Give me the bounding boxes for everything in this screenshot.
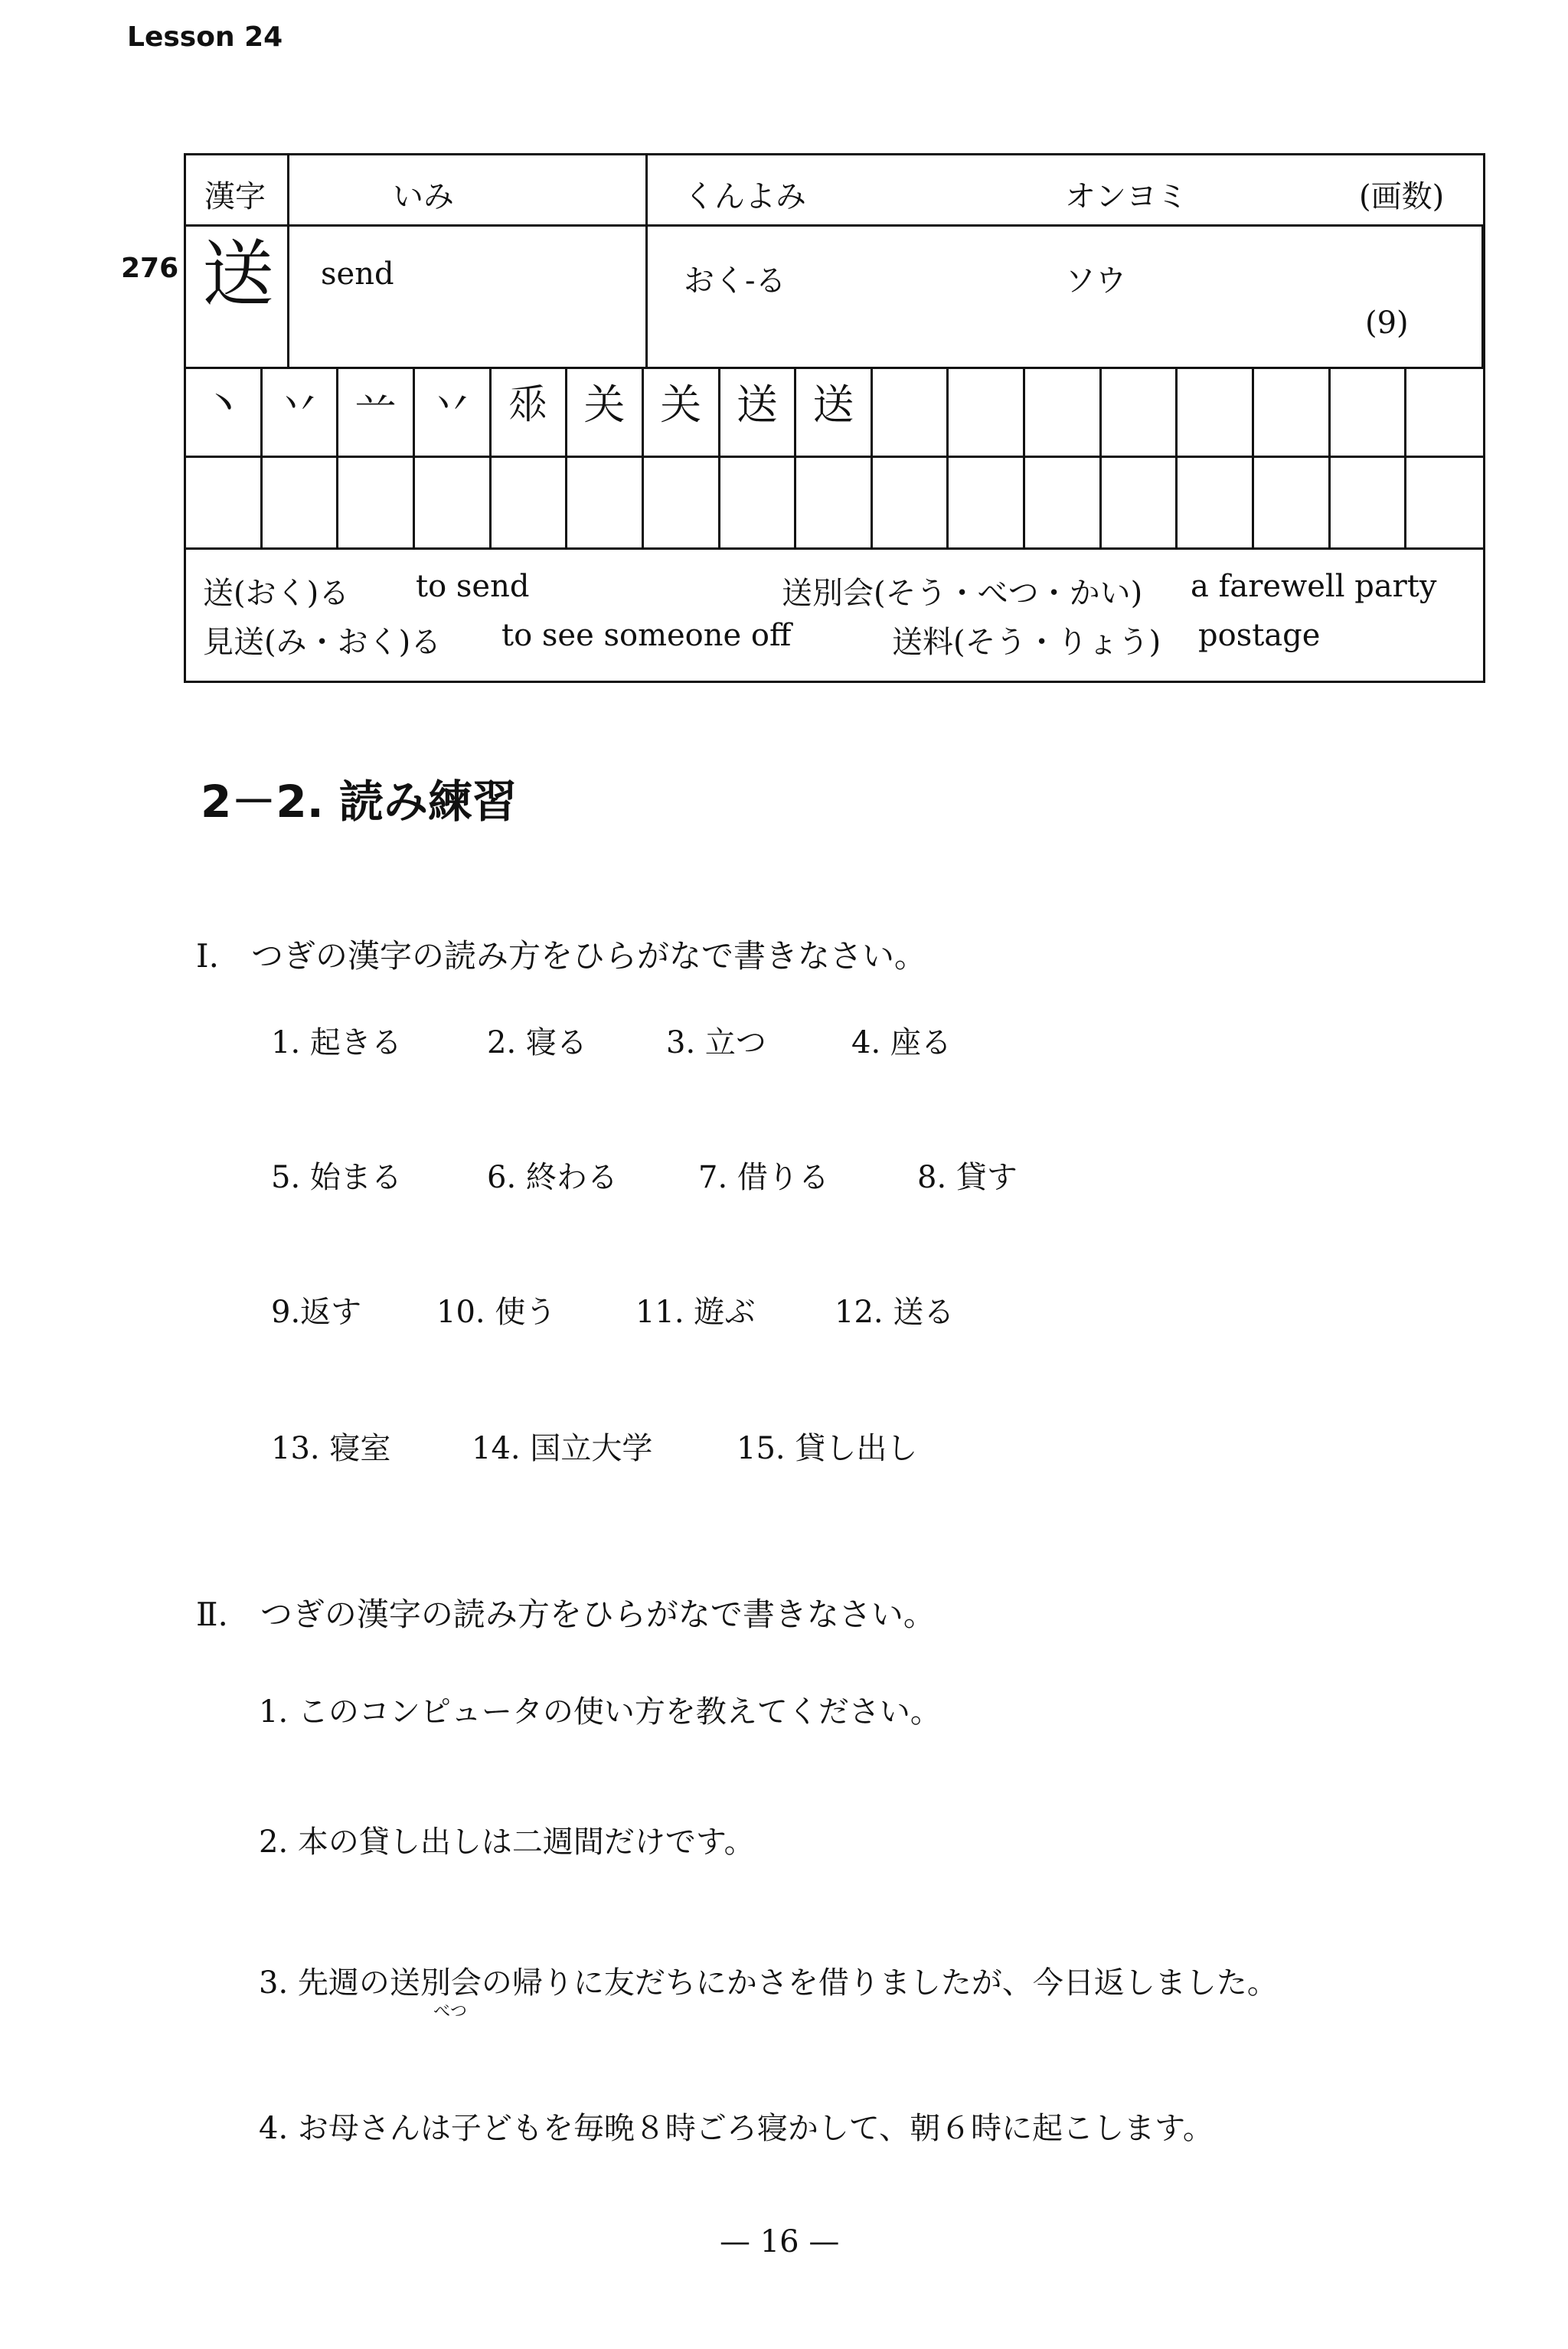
practice-cell <box>186 456 263 547</box>
stroke-cell: 丶 <box>186 367 263 456</box>
reading-item: 8. 貸す <box>917 1160 1018 1195</box>
practice-cell <box>567 456 644 547</box>
stroke-cell: 关 <box>567 367 644 456</box>
practice-cell <box>1102 456 1178 547</box>
part2-title: Ⅱ. つぎの漢字の読み方をひらがなで書きなさい。 <box>196 1596 936 1633</box>
stroke-order-row <box>186 367 1483 456</box>
practice-cell <box>1331 456 1407 547</box>
kunyomi-reading: おく-る <box>684 263 786 299</box>
reading-item: 12. 送る <box>835 1295 955 1330</box>
sentence-item: 2. 本の貸し出しは二週間だけです。 <box>259 1825 755 1860</box>
lesson-label: Lesson 24 <box>127 21 283 53</box>
example-row <box>203 569 1474 618</box>
onyomi-reading: ソウ <box>1065 263 1126 299</box>
example-word: 送(おく)る <box>203 576 350 611</box>
reading-item: 3. 立つ <box>666 1025 766 1060</box>
example-meaning: a farewell party <box>1191 569 1437 604</box>
stroke-cell-empty <box>1331 367 1407 456</box>
example-word: 送料(そう・りょう) <box>892 625 1161 660</box>
reading-item: 1. 起きる <box>271 1025 402 1060</box>
reading-item: 6. 終わる <box>487 1160 618 1195</box>
practice-cell <box>415 456 492 547</box>
sentence-item: 1. このコンピュータの使い方を教えてください。 <box>259 1694 941 1730</box>
stroke-cell-empty <box>1254 367 1331 456</box>
reading-item: 14. 国立大学 <box>472 1431 653 1466</box>
main-kanji: 送 <box>201 233 274 316</box>
section-heading: 2－2. 読み練習 <box>201 776 517 828</box>
stroke-cell-empty <box>949 367 1025 456</box>
example-word: 見送(み・おく)る <box>203 625 442 660</box>
card-divider <box>645 155 648 367</box>
meaning-text: send <box>321 256 394 292</box>
practice-cell <box>263 456 339 547</box>
reading-item: 4. 座る <box>851 1025 952 1060</box>
example-row <box>203 618 1474 667</box>
practice-cell <box>720 456 797 547</box>
header-imi: いみ <box>393 179 454 214</box>
practice-cell <box>949 456 1025 547</box>
example-word: 送別会(そう・べつ・かい) <box>782 576 1143 611</box>
practice-cell <box>873 456 949 547</box>
stroke-cell-empty <box>1406 367 1483 456</box>
reading-item: 15. 貸し出し <box>737 1431 918 1466</box>
practice-row <box>186 456 1483 547</box>
practice-cell <box>796 456 873 547</box>
stroke-cell-empty <box>1102 367 1178 456</box>
stroke-cell-empty <box>1178 367 1254 456</box>
stroke-cell: 𠂹 <box>492 367 568 456</box>
header-onyomi: オンヨミ <box>1065 179 1187 214</box>
header-kunyomi: くんよみ <box>684 179 806 214</box>
reading-item: 7. 借りる <box>698 1160 829 1195</box>
card-divider <box>186 547 1483 550</box>
reading-item: 2. 寝る <box>487 1025 587 1060</box>
furigana: べつ <box>433 2002 468 2021</box>
stroke-cell: 䒑 <box>338 367 415 456</box>
card-divider <box>287 155 289 367</box>
reading-item: 5. 始まる <box>271 1160 402 1195</box>
stroke-cell-empty <box>873 367 949 456</box>
example-meaning: to send <box>416 569 530 604</box>
header-kanji: 漢字 <box>204 179 266 214</box>
part1-title: Ⅰ. つぎの漢字の読み方をひらがなで書きなさい。 <box>196 937 926 975</box>
stroke-cell-empty <box>1025 367 1102 456</box>
entry-number: 276 <box>121 253 179 284</box>
sentence-item: 3. 先週の送別会の帰りに友だちにかさを借りましたが、今日返しました。 <box>259 1965 1278 2001</box>
reading-item: 10. 使う <box>436 1295 557 1330</box>
card-divider <box>1481 224 1484 367</box>
kanji-card <box>184 153 1485 683</box>
practice-cell <box>644 456 720 547</box>
stroke-cell: 送 <box>720 367 797 456</box>
card-divider <box>186 224 1483 227</box>
example-vocabulary <box>203 569 1474 667</box>
example-meaning: to see someone off <box>501 618 792 653</box>
stroke-cell: 送 <box>796 367 873 456</box>
page-number: — 16 — <box>720 2224 840 2259</box>
practice-cell <box>1178 456 1254 547</box>
stroke-count-value: (9) <box>1365 305 1409 341</box>
practice-cell <box>1254 456 1331 547</box>
header-stroke-count: (画数) <box>1359 179 1445 214</box>
practice-cell <box>492 456 568 547</box>
practice-cell <box>1025 456 1102 547</box>
stroke-cell: 丷 <box>263 367 339 456</box>
reading-item: 11. 遊ぶ <box>635 1295 756 1330</box>
sentence-item: 4. お母さんは子どもを毎晩８時ごろ寝かして、朝６時に起こします。 <box>259 2111 1214 2146</box>
reading-item: 9.返す <box>271 1295 362 1330</box>
stroke-cell: 关 <box>644 367 720 456</box>
stroke-cell: 丷 <box>415 367 492 456</box>
practice-cell <box>338 456 415 547</box>
example-meaning: postage <box>1198 618 1321 653</box>
practice-cell <box>1406 456 1483 547</box>
reading-item: 13. 寝室 <box>271 1431 391 1466</box>
